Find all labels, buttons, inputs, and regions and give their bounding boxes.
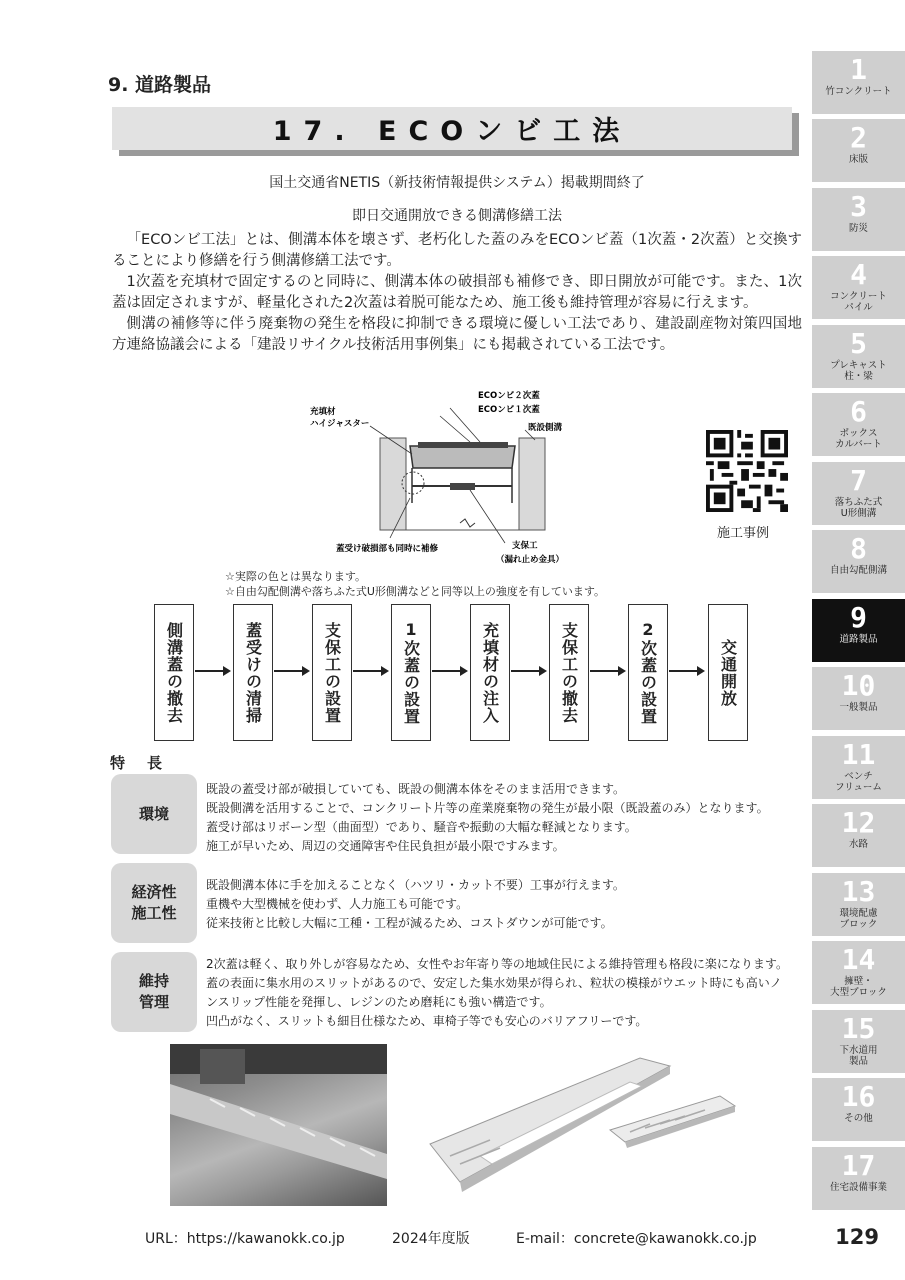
intro-paragraph: 側溝の補修等に伴う廃棄物の発生を格段に抑制できる環境に優しい工法であり、建設副産物対策四国地方連絡協議会による「建設リサイクル技術活用事例集」にも掲載されている工法です。 [112, 316, 802, 353]
cross-section-diagram [300, 391, 610, 568]
footer-url[interactable]: URL：https://kawanokk.co.jp [145, 1231, 345, 1247]
feature-line: ンスリップ性能を発揮し、レジンのため磨耗にも強い構造です。 [206, 995, 552, 1009]
feature-line: 施工が早いため、周辺の交通障害や住民負担が最小限ですみます。 [206, 839, 565, 853]
feature-line: 従来技術と比較し大幅に工種・工程が減るため、コストダウンが可能です。 [206, 916, 613, 930]
intro-paragraph: 「ECOンビ工法」とは、側溝本体を壊さず、老朽化した蓋のみをECOンビ蓋（1次蓋・2次蓋）と交換することにより修繕を行う側溝修繕工法です。 [112, 232, 802, 269]
feature-line: 蓋受け部はリボーン型（曲面型）であり、騒音や振動の大幅な軽減となります。 [206, 820, 637, 834]
tagline: 即日交通開放できる側溝修繕工法 [352, 208, 562, 224]
feature-line: 蓋の表面に集水用のスリットがあるので、安定した集水効果が得られ、粒状の模様がウエット時にも高いノ [206, 976, 782, 990]
page-title: 17. ECOンビ工法 [112, 107, 792, 150]
flow-arrow [669, 670, 703, 672]
tab-11[interactable]: 11 ベンチ フリューム [812, 736, 905, 799]
note-strength: ☆自由勾配側溝や落ちふた式U形側溝などと同等以上の強度を有しています。 [225, 585, 606, 598]
flow-arrow [274, 670, 308, 672]
flow-step-2: 蓋受けの清掃 [233, 604, 273, 741]
tab-9[interactable]: 9 道路製品 [812, 599, 905, 662]
flow-step-3: 支保工の設置 [312, 604, 352, 741]
label-eco2: ECOンビ２次蓋 [478, 391, 540, 401]
tab-1[interactable]: 1 竹コンクリート [812, 51, 905, 114]
section-label: 9. 道路製品 [108, 74, 212, 96]
footer-edition: 2024年度版 [392, 1231, 470, 1247]
footer-email[interactable]: E-mail：concrete@kawanokk.co.jp [516, 1231, 757, 1247]
feature-text-environment [206, 780, 769, 856]
intro-paragraph: 1次蓋を充填材で固定するのと同時に、側溝本体の破損部も補修でき、即日開放が可能です。また、1次蓋は固定されますが、軽量化された2次蓋は着脱可能なため、施工後も維持管理が容易に行えます。 [112, 274, 802, 311]
label-repair: 蓋受け破損部も同時に補修 [336, 544, 439, 554]
flow-step-4: 1次蓋の設置 [391, 604, 431, 741]
feature-line: 重機や大型機械を使わず、人力施工も可能です。 [206, 897, 469, 911]
flow-step-1: 側溝蓋の撤去 [154, 604, 194, 741]
flow-arrow [590, 670, 624, 672]
tab-8[interactable]: 8 自由勾配側溝 [812, 530, 905, 593]
feature-line: 凹凸がなく、スリットも細目仕様なため、車椅子等でも安心のバリアフリーです。 [206, 1014, 648, 1028]
tab-6[interactable]: 6 ボックス カルバート [812, 393, 905, 456]
features-heading: 特長 [110, 754, 185, 772]
label-support-sub: （漏れ止め金具） [496, 555, 565, 565]
feature-line: 既設側溝を活用することで、コンクリート片等の産業廃棄物の発生が最小限（既設蓋のみ）となります。 [206, 801, 769, 815]
flow-arrow [353, 670, 387, 672]
note-color: ☆実際の色とは異なります。 [225, 570, 366, 583]
intro-text [112, 230, 802, 356]
flow-step-7: 2次蓋の設置 [628, 604, 668, 741]
tab-16[interactable]: 16 その他 [812, 1078, 905, 1141]
feature-line: 2次蓋は軽く、取り外しが容易なため、女性やお年寄り等の地域住民による維持管理も格段に楽になります。 [206, 957, 788, 971]
page-number: 129 [835, 1225, 879, 1249]
tab-14[interactable]: 14 擁壁・ 大型ブロック [812, 941, 905, 1004]
feature-line: 既設側溝本体に手を加えることなく（ハツリ・カット不要）工事が行えます。 [206, 878, 625, 892]
netis-note: 国土交通省NETIS（新技術情報提供システム）掲載期間終了 [269, 175, 645, 191]
flow-step-6: 支保工の撤去 [549, 604, 589, 741]
tab-5[interactable]: 5 プレキャスト 柱・梁 [812, 325, 905, 388]
flow-step-5: 充填材の注入 [470, 604, 510, 741]
label-filler: 充填材 [310, 407, 336, 417]
feature-label-maintenance: 維持 管理 [111, 952, 197, 1032]
qr-caption: 施工事例 [717, 526, 770, 541]
feature-label-economy: 経済性 施工性 [111, 863, 197, 943]
feature-text-economy [206, 876, 625, 933]
tab-10[interactable]: 10 一般製品 [812, 667, 905, 730]
feature-text-maintenance [206, 955, 788, 1031]
label-support: 支保工 [512, 541, 538, 551]
installed-lid-photo [170, 1044, 387, 1206]
tab-2[interactable]: 2 床版 [812, 119, 905, 182]
label-existing: 既設側溝 [528, 423, 563, 433]
flow-arrow [511, 670, 545, 672]
feature-line: 既設の蓋受け部が破損していても、既設の側溝本体をそのまま活用できます。 [206, 782, 626, 796]
flow-arrow [432, 670, 466, 672]
tab-15[interactable]: 15 下水道用 製品 [812, 1010, 905, 1073]
flow-arrow [195, 670, 229, 672]
eco-lid-product-photo [420, 1044, 740, 1206]
tab-12[interactable]: 12 水路 [812, 804, 905, 867]
label-hijaster: ハイジャスター [310, 419, 370, 429]
tab-4[interactable]: 4 コンクリート パイル [812, 256, 905, 319]
qr-code-icon[interactable] [706, 430, 788, 512]
tab-13[interactable]: 13 環境配慮 ブロック [812, 873, 905, 936]
tab-7[interactable]: 7 落ちふた式 U形側溝 [812, 462, 905, 525]
label-eco1: ECOンビ１次蓋 [478, 405, 540, 415]
tab-3[interactable]: 3 防災 [812, 188, 905, 251]
tab-17[interactable]: 17 住宅設備事業 [812, 1147, 905, 1210]
flow-step-8: 交通開放 [708, 604, 748, 741]
feature-label-environment: 環境 [111, 774, 197, 854]
